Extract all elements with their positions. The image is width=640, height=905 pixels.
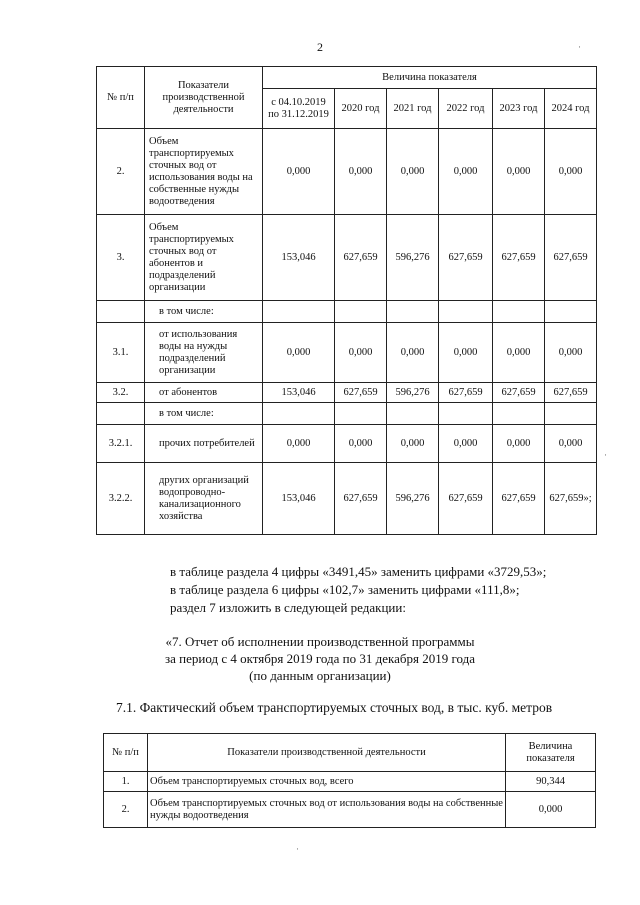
row-value: 0,000 <box>387 425 439 463</box>
row-value <box>439 301 493 323</box>
table-row <box>97 301 597 323</box>
row-value: 627,659 <box>545 383 597 403</box>
row-value: 596,276 <box>387 463 439 535</box>
actual-volume-table <box>103 733 596 828</box>
row-value <box>263 301 335 323</box>
row-value: 0,000 <box>506 792 596 828</box>
table-row <box>97 129 597 215</box>
row-num: 2. <box>104 792 148 828</box>
row-value: 596,276 <box>387 215 439 301</box>
section-title-line: за период с 4 октября 2019 года по 31 декабря 2019 года <box>165 651 475 666</box>
col-header-num: № п/п <box>97 67 145 129</box>
table-row <box>97 403 597 425</box>
production-indicators-table <box>96 66 597 535</box>
table-row <box>97 383 597 403</box>
row-value <box>335 301 387 323</box>
row-name: Объем транспортируемых сточных вод от абонентов и подразделений организации <box>145 215 263 301</box>
row-value: 0,000 <box>439 323 493 383</box>
row-num <box>97 301 145 323</box>
table-row <box>104 792 596 828</box>
period-header: 2021 год <box>387 89 439 129</box>
row-value: 627,659 <box>335 215 387 301</box>
row-value: 627,659 <box>493 215 545 301</box>
row-value: 0,000 <box>335 323 387 383</box>
row-num: 2. <box>97 129 145 215</box>
section-title-line: (по данным организации) <box>249 668 391 683</box>
row-name: других организаций водопроводно-канализационного хозяйства <box>145 463 263 535</box>
table-row <box>97 425 597 463</box>
col-header-indicator: Показатели производственной деятельности <box>145 67 263 129</box>
row-value: 90,344 <box>506 772 596 792</box>
row-value: 0,000 <box>545 425 597 463</box>
row-value: 627,659 <box>439 463 493 535</box>
row-value: 0,000 <box>387 323 439 383</box>
row-num: 3. <box>97 215 145 301</box>
table-row <box>97 323 597 383</box>
row-value <box>387 403 439 425</box>
period-header: 2020 год <box>335 89 387 129</box>
section-title-line: «7. Отчет об исполнении производственной программы <box>165 634 475 649</box>
row-value: 0,000 <box>263 323 335 383</box>
row-value: 0,000 <box>387 129 439 215</box>
table-row <box>97 463 597 535</box>
row-value: 0,000 <box>263 425 335 463</box>
row-value: 153,046 <box>263 463 335 535</box>
row-num: 3.2. <box>97 383 145 403</box>
row-num: 3.2.2. <box>97 463 145 535</box>
col-header-value: Величина показателя <box>506 734 596 772</box>
row-value: 627,659 <box>545 215 597 301</box>
col-header-indicator: Показатели производственной деятельности <box>148 734 506 772</box>
row-value: 0,000 <box>545 129 597 215</box>
row-value: 627,659 <box>439 383 493 403</box>
row-name: Объем транспортируемых сточных вод, всего <box>148 772 506 792</box>
row-value: 0,000 <box>263 129 335 215</box>
row-value: 0,000 <box>439 425 493 463</box>
amendment-line: в таблице раздела 6 цифры «102,7» заменить цифрами «111,8»; <box>170 582 520 597</box>
scan-speck: · <box>296 844 299 854</box>
row-value: 627,659 <box>493 463 545 535</box>
amendment-line: раздел 7 изложить в следующей редакции: <box>170 600 406 615</box>
row-name: Объем транспортируемых сточных вод от использования воды на собственные нужды водоотведения <box>148 792 506 828</box>
period-header: 2024 год <box>545 89 597 129</box>
row-value: 627,659 <box>335 463 387 535</box>
table-row <box>97 215 597 301</box>
row-value: 0,000 <box>335 425 387 463</box>
row-value: 0,000 <box>493 425 545 463</box>
row-name: от абонентов <box>145 383 263 403</box>
scan-speck: · <box>578 42 581 52</box>
row-value: 627,659»; <box>545 463 597 535</box>
row-num: 3.2.1. <box>97 425 145 463</box>
row-value <box>493 301 545 323</box>
row-num: 3.1. <box>97 323 145 383</box>
col-header-num: № п/п <box>104 734 148 772</box>
row-value: 0,000 <box>545 323 597 383</box>
page-number: 2 <box>317 40 323 54</box>
row-value <box>545 301 597 323</box>
row-name: от использования воды на нужды подразделений организации <box>145 323 263 383</box>
row-value: 0,000 <box>439 129 493 215</box>
period-header: с 04.10.2019 по 31.12.2019 <box>263 89 335 129</box>
row-value: 153,046 <box>263 215 335 301</box>
row-value: 153,046 <box>263 383 335 403</box>
row-value: 596,276 <box>387 383 439 403</box>
scan-speck: · <box>604 450 607 460</box>
period-header: 2023 год <box>493 89 545 129</box>
row-value: 0,000 <box>335 129 387 215</box>
row-value: 627,659 <box>493 383 545 403</box>
row-name: прочих потребителей <box>145 425 263 463</box>
subsection-heading: 7.1. Фактический объем транспортируемых сточных вод, в тыс. куб. метров <box>116 700 553 715</box>
row-value: 627,659 <box>335 383 387 403</box>
row-name: Объем транспортируемых сточных вод от использования воды на собственные нужды водоотведения <box>145 129 263 215</box>
row-value <box>545 403 597 425</box>
row-value: 627,659 <box>439 215 493 301</box>
amendment-line: в таблице раздела 4 цифры «3491,45» заменить цифрами «3729,53»; <box>170 564 547 579</box>
row-value: 0,000 <box>493 129 545 215</box>
row-value <box>263 403 335 425</box>
row-num <box>97 403 145 425</box>
row-num: 1. <box>104 772 148 792</box>
row-name: в том числе: <box>145 403 263 425</box>
row-value <box>493 403 545 425</box>
col-header-value-group: Величина показателя <box>263 67 597 89</box>
row-name: в том числе: <box>145 301 263 323</box>
table-row <box>104 772 596 792</box>
row-value <box>387 301 439 323</box>
row-value <box>439 403 493 425</box>
row-value <box>335 403 387 425</box>
period-header: 2022 год <box>439 89 493 129</box>
row-value: 0,000 <box>493 323 545 383</box>
